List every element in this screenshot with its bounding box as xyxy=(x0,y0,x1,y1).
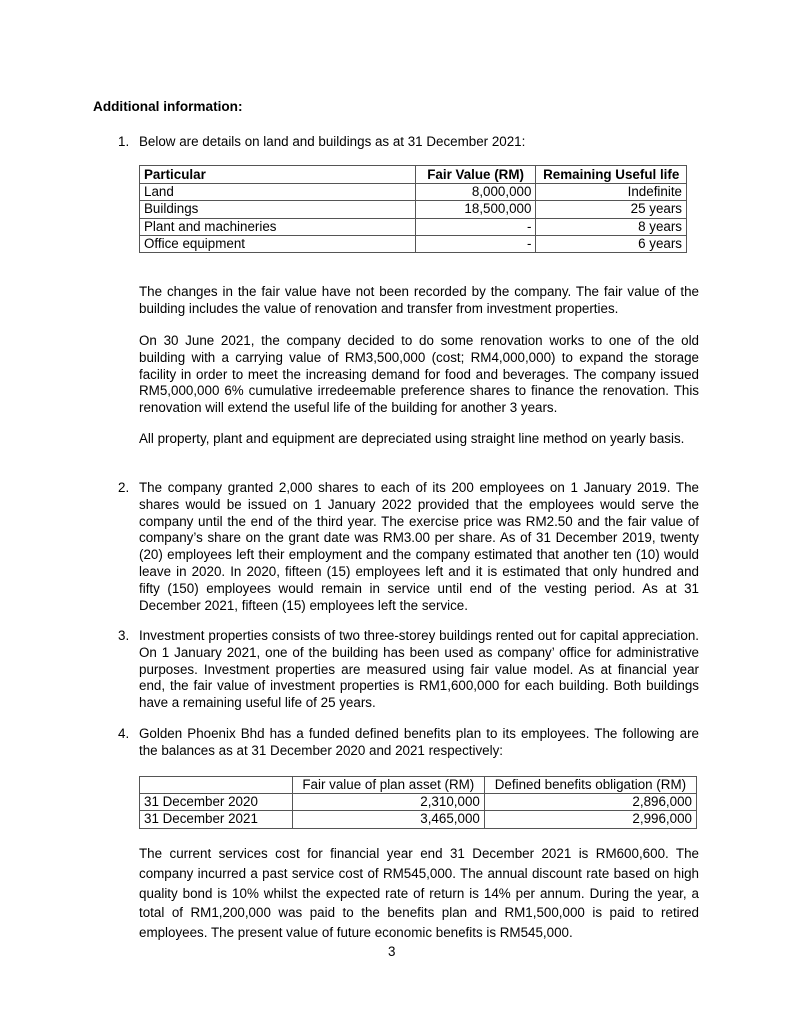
table-cell: Office equipment xyxy=(140,235,416,252)
table-cell: 8,000,000 xyxy=(415,184,536,201)
table-header-row xyxy=(140,777,697,794)
paragraph: On 30 June 2021, the company decided to do some renovation works to one of the old building with a carrying value of RM3,500,000 (cost; RM4,000,000) to expand the storage facility in order to meet the increasing demand for food and beverages. The company issued RM5,000,000 6% cumulative irredeemable preference shares to finance the renovation. This renovation will extend the useful life of the building for another 3 years. xyxy=(139,333,699,416)
table-header-row xyxy=(140,166,687,184)
table-cell: 31 December 2021 xyxy=(140,811,293,828)
table-row xyxy=(140,218,687,235)
table-cell: 6 years xyxy=(536,235,687,252)
item-number: 2. xyxy=(118,480,130,495)
paragraph: Investment properties consists of two three-storey buildings rented out for capital appreciation. On 1 January 2021, one of the building has been used as company’ office for administrative purposes. Investment properties are measured using fair value model. As at financial year end, the fair value of investment properties is RM1,600,000 for each building. Both buildings have a remaining useful life of 25 years. xyxy=(139,628,699,711)
table-row xyxy=(140,794,697,811)
table-cell: 25 years xyxy=(536,201,687,218)
table-cell: Plant and machineries xyxy=(140,218,416,235)
section-heading: Additional information: xyxy=(93,99,243,114)
table-header-cell: Fair value of plan asset (RM) xyxy=(292,777,484,794)
table-cell: Buildings xyxy=(140,201,416,218)
table-cell: 2,310,000 xyxy=(292,794,484,811)
page-number: 3 xyxy=(388,944,396,959)
item-1-intro: Below are details on land and buildings as at 31 December 2021: xyxy=(139,134,526,149)
table-cell: - xyxy=(415,218,536,235)
table-cell: Indefinite xyxy=(536,184,687,201)
table-header-cell xyxy=(140,777,293,794)
table-cell: 31 December 2020 xyxy=(140,794,293,811)
table-header-cell: Particular xyxy=(140,166,416,184)
table-cell: 2,896,000 xyxy=(484,794,696,811)
table-cell: - xyxy=(415,235,536,252)
table-header-cell: Fair Value (RM) xyxy=(415,166,536,184)
table-row xyxy=(140,184,687,201)
table-cell: 18,500,000 xyxy=(415,201,536,218)
table-cell: Land xyxy=(140,184,416,201)
item-4-intro: Golden Phoenix Bhd has a funded defined benefits plan to its employees. The following are the balances as at 31 December 2020 and 2021 respectively: xyxy=(139,726,699,758)
paragraph: All property, plant and equipment are depreciated using straight line method on yearly basis. xyxy=(139,431,685,446)
table-cell: 8 years xyxy=(536,218,687,235)
item-number: 4. xyxy=(118,726,130,741)
table-row xyxy=(140,811,697,828)
table-cell: 2,996,000 xyxy=(484,811,696,828)
table-row xyxy=(140,235,687,252)
item-number: 3. xyxy=(118,628,130,643)
paragraph: The changes in the fair value have not been recorded by the company. The fair value of the building includes the value of renovation and transfer from investment properties. xyxy=(139,284,699,316)
land-buildings-table xyxy=(139,165,687,253)
table-header-cell: Defined benefits obligation (RM) xyxy=(484,777,696,794)
item-number: 1. xyxy=(118,134,130,149)
table-row xyxy=(140,201,687,218)
paragraph: The current services cost for financial year end 31 December 2021 is RM600,600. The company incurred a past service cost of RM545,000. The annual discount rate based on high quality bond is 10% whilst the expected rate of return is 14% per annum. During the year, a total of RM1,200,000 was paid to the benefits plan and RM1,500,000 is paid to retired employees. The present value of future economic benefits is RM545,000. xyxy=(139,846,699,941)
paragraph: The company granted 2,000 shares to each of its 200 employees on 1 January 2019. The shares would be issued on 1 January 2022 provided that the employees would serve the company until the end of the third year. The exercise price was RM2.50 and the fair value of company’s share on the grant date was RM3.00 per share. As of 31 December 2019, twenty (20) employees left their employment and the company estimated that another ten (10) would leave in 2020. In 2020, fifteen (15) employees left and it is estimated that only hundred and fifty (150) employees would remain in service until end of the vesting period. As at 31 December 2021, fifteen (15) employees left the service. xyxy=(139,480,699,613)
defined-benefits-table xyxy=(139,776,697,829)
table-cell: 3,465,000 xyxy=(292,811,484,828)
table-header-cell: Remaining Useful life xyxy=(536,166,687,184)
